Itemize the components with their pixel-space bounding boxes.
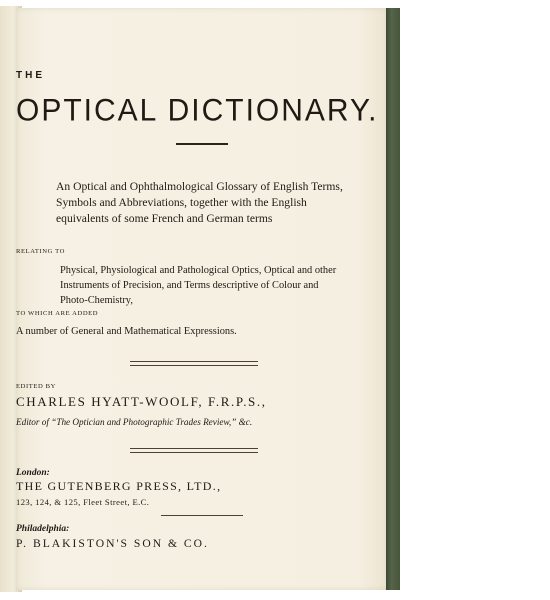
divider-rule	[130, 361, 258, 366]
edited-by-label: EDITED BY	[16, 383, 57, 390]
imprint-city-london: London:	[16, 468, 50, 478]
book-description-additions: A number of General and Mathematical Expressions.	[16, 326, 237, 337]
publisher-philadelphia: P. BLAKISTON'S SON & CO.	[16, 537, 209, 550]
book-title: OPTICAL DICTIONARY.	[16, 93, 379, 128]
divider-rule	[130, 448, 258, 453]
book-cover-edge	[386, 8, 400, 590]
book-description-subjects: Physical, Physiological and Pathological Optics, Optical and other Instruments of Precision, and Terms descriptive of Colour and Photo-Chemistry,	[60, 265, 337, 306]
publisher-address: 123, 124, & 125, Fleet Street, E.C.	[16, 497, 150, 507]
title-article: THE	[16, 70, 45, 81]
to-which-added-label: TO WHICH ARE ADDED	[16, 310, 99, 317]
book-description: An Optical and Ophthalmological Glossary of English Terms, Symbols and Abbreviations, together with the English equivalents of some French and German terms	[56, 180, 343, 225]
imprint-rule	[161, 515, 243, 516]
imprint-city-philadelphia: Philadelphia:	[16, 524, 70, 534]
title-underline	[176, 143, 228, 145]
relating-to-label: RELATING TO	[16, 248, 66, 255]
editor-name: CHARLES HYATT-WOOLF, F.R.P.S.,	[16, 394, 267, 409]
title-page	[16, 8, 388, 590]
publisher-london: THE GUTENBERG PRESS, LTD.,	[16, 479, 222, 493]
editor-role: Editor of “The Optician and Photographic Trades Review,” &c.	[16, 417, 253, 427]
